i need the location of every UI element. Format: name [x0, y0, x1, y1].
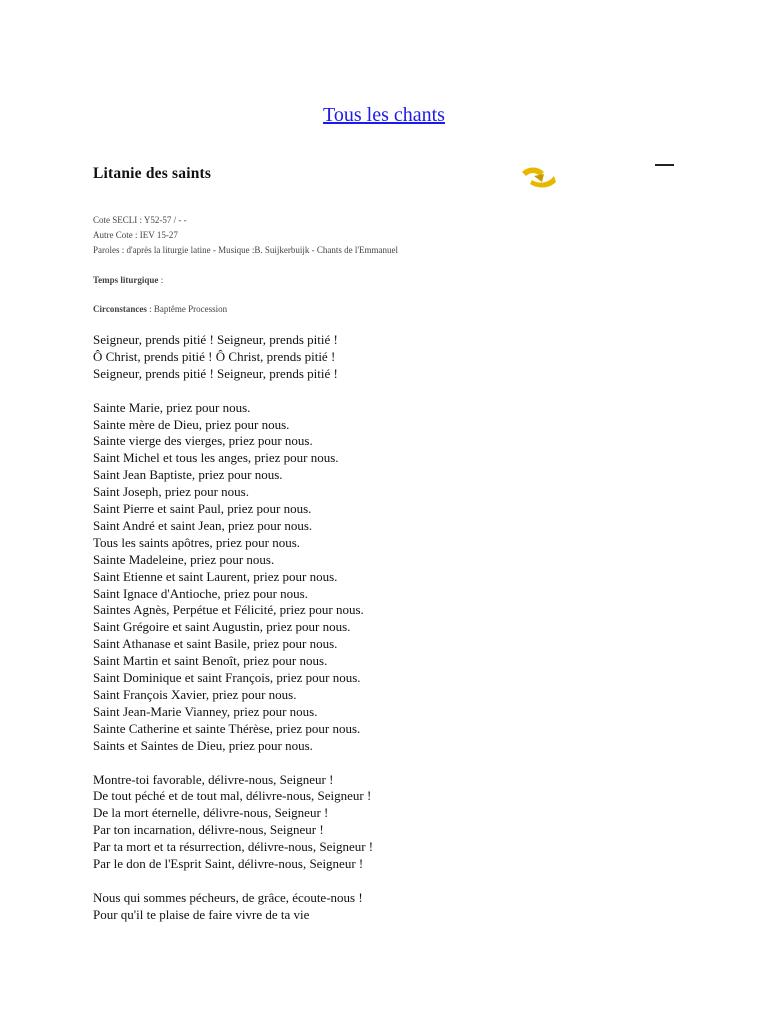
lyric-line: Saint Pierre et saint Paul, priez pour nous.	[93, 501, 312, 517]
lyric-line: Saint André et saint Jean, priez pour nous.	[93, 517, 313, 533]
stanza	[93, 890, 713, 924]
lyric-line: Sainte Catherine et sainte Thérèse, priez pour nous.	[93, 720, 361, 736]
lyric-line: Pour qu'il te plaise de faire vivre de ta vie	[93, 906, 310, 922]
lyric-line: Saint Ignace d'Antioche, priez pour nous.	[93, 585, 308, 601]
lyric-line: Seigneur, prends pitié ! Seigneur, prends pitié !	[93, 365, 338, 381]
lyric-line: Tous les saints apôtres, priez pour nous.	[93, 534, 301, 550]
lyric-line: De tout péché et de tout mal, délivre-nous, Seigneur !	[93, 788, 372, 804]
lyrics	[93, 332, 713, 941]
paroles-musique: Paroles : d'après la liturgie latine - Musique :B. Suijkerbuijk - Chants de l'Emmanuel	[93, 245, 399, 255]
lyric-line: Saint Etienne et saint Laurent, priez pour nous.	[93, 568, 338, 584]
stanza	[93, 772, 713, 873]
lyric-line: Sainte vierge des vierges, priez pour nous.	[93, 433, 313, 449]
lyric-line: Saint Athanase et saint Basile, priez pour nous.	[93, 636, 338, 652]
lyric-line: Montre-toi favorable, délivre-nous, Seigneur !	[93, 771, 334, 787]
lyric-line: Seigneur, prends pitié ! Seigneur, prends pitié !	[93, 332, 338, 347]
lyric-line: Saint Grégoire et saint Augustin, priez pour nous.	[93, 619, 351, 635]
lyric-line: Saintes Agnès, Perpétue et Félicité, priez pour nous.	[93, 602, 364, 618]
circ-label: Circonstances	[93, 304, 147, 314]
stanza	[93, 332, 713, 383]
lyric-line: Sainte Madeleine, priez pour nous.	[93, 551, 275, 567]
lyric-line: Saint Martin et saint Benoît, priez pour nous.	[93, 653, 328, 669]
stanza	[93, 400, 713, 755]
lyric-line: De la mort éternelle, délivre-nous, Seigneur !	[93, 805, 329, 821]
lyric-line: Ô Christ, prends pitié ! Ô Christ, prends pitié !	[93, 348, 336, 364]
autre-cote: Autre Cote : IEV 15-27	[93, 230, 178, 240]
lyric-line: Par ton incarnation, délivre-nous, Seigneur !	[93, 822, 324, 838]
lyric-line: Saint Dominique et saint François, priez pour nous.	[93, 670, 361, 686]
circonstances	[93, 304, 227, 314]
temps-value: :	[158, 275, 164, 285]
temps-label: Temps liturgique	[93, 275, 159, 285]
lyric-line: Par ta mort et ta résurrection, délivre-nous, Seigneur !	[93, 839, 374, 855]
temps-liturgique	[93, 275, 163, 285]
lyric-line: Saint Jean-Marie Vianney, priez pour nous.	[93, 703, 318, 719]
all-songs-link[interactable]: Tous les chants	[323, 104, 445, 126]
lyric-line: Saint Michel et tous les anges, priez pour nous.	[93, 450, 339, 466]
back-arrow-icon[interactable]	[520, 164, 558, 188]
cote-secli: Cote SECLI : Y52-57 / - -	[93, 215, 187, 225]
circ-value: : Baptême Procession	[146, 304, 228, 314]
lyric-line: Saints et Saintes de Dieu, priez pour nous.	[93, 737, 313, 753]
lyric-line: Nous qui sommes pécheurs, de grâce, écoute-nous !	[93, 889, 363, 905]
dash-icon[interactable]	[655, 164, 674, 166]
lyric-line: Saint Joseph, priez pour nous.	[93, 484, 249, 500]
lyric-line: Par le don de l'Esprit Saint, délivre-nous, Seigneur !	[93, 856, 364, 872]
lyric-line: Sainte Marie, priez pour nous.	[93, 399, 251, 415]
lyric-line: Saint Jean Baptiste, priez pour nous.	[93, 467, 283, 483]
song-title: Litanie des saints	[93, 165, 212, 182]
lyric-line: Sainte mère de Dieu, priez pour nous.	[93, 416, 290, 432]
lyric-line: Saint François Xavier, priez pour nous.	[93, 687, 297, 703]
